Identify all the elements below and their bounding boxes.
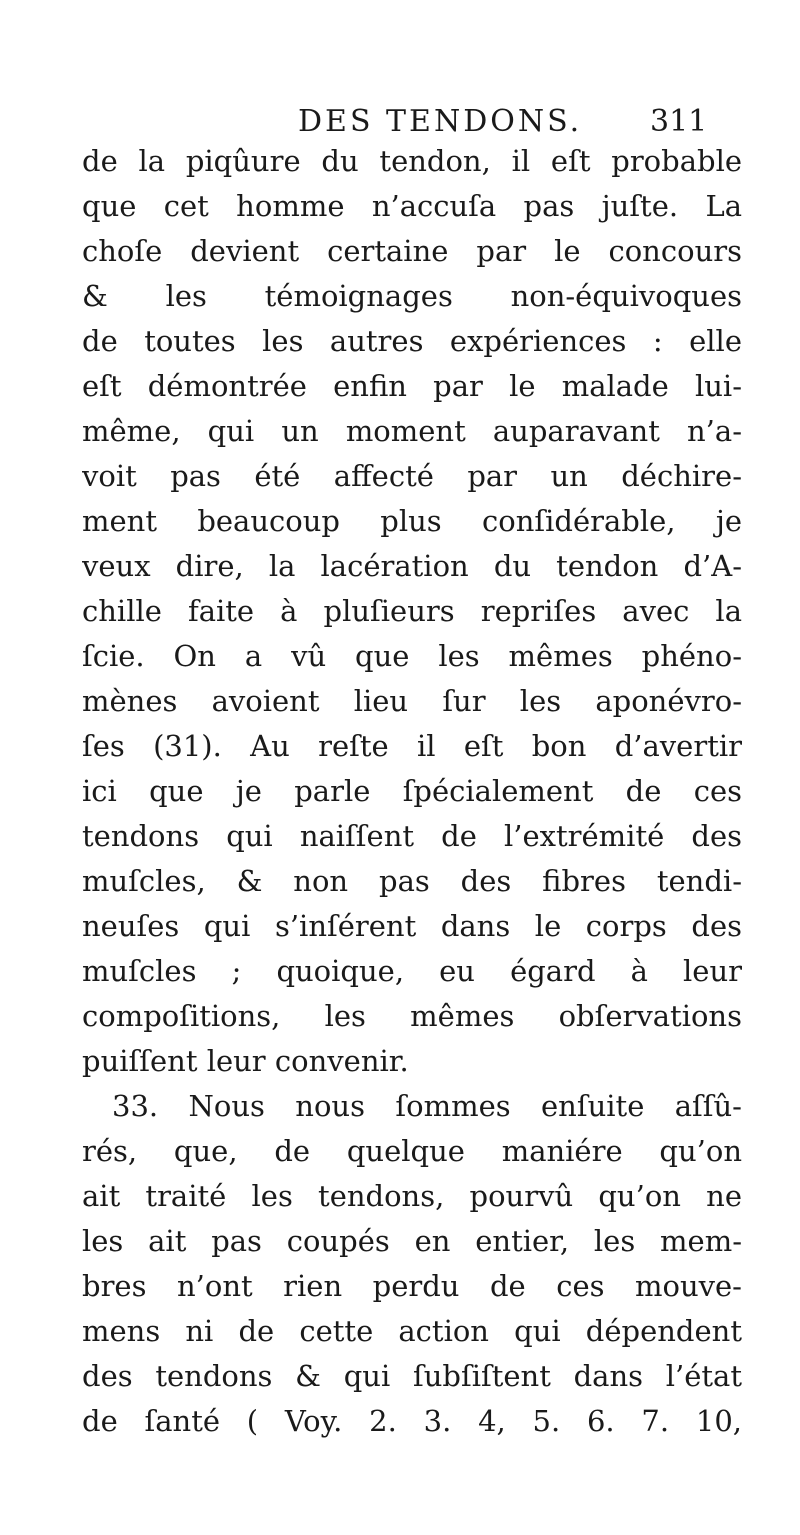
text-line: même, qui un moment auparavant n’a- xyxy=(82,414,742,448)
text-line: ſes (31). Au reſte il eſt bon d’avertir xyxy=(82,729,742,763)
text-line: neuſes qui s’inſérent dans le corps des xyxy=(82,909,742,943)
running-title: DES TENDONS. xyxy=(298,104,583,139)
text-line: muſcles ; quoique, eu égard à leur xyxy=(82,954,742,988)
text-line: les ait pas coupés en entier, les mem- xyxy=(82,1224,742,1258)
text-line: que cet homme n’accuſa pas juſte. La xyxy=(82,189,742,223)
page-number: 311 xyxy=(650,104,708,139)
text-line: ſcie. On a vû que les mêmes phéno- xyxy=(82,639,742,673)
text-line: bres n’ont rien perdu de ces mouve- xyxy=(82,1269,742,1303)
text-line: voit pas été affecté par un déchire- xyxy=(82,459,742,493)
text-line: ici que je parle ſpécialement de ces xyxy=(82,774,742,808)
text-line: des tendons & qui ſubſiſtent dans l’état xyxy=(82,1359,742,1393)
text-line: veux dire, la lacération du tendon d’A- xyxy=(82,549,742,583)
text-line: chille faite à pluſieurs repriſes avec la xyxy=(82,594,742,628)
text-line: 33. Nous nous ſommes enſuite aſſû- xyxy=(112,1089,742,1123)
text-line: de la piqûure du tendon, il eſt probable xyxy=(82,144,742,178)
text-line: rés, que, de quelque maniére qu’on xyxy=(82,1134,742,1168)
running-head xyxy=(0,98,800,146)
text-line: de toutes les autres expériences : elle xyxy=(82,324,742,358)
text-line: eſt démontrée enfin par le malade lui- xyxy=(82,369,742,403)
text-line: mens ni de cette action qui dépendent xyxy=(82,1314,742,1348)
text-line: de ſanté ( Voy. 2. 3. 4, 5. 6. 7. 10, xyxy=(82,1404,742,1438)
text-line: & les témoignages non-équivoques xyxy=(82,279,742,313)
text-line: muſcles, & non pas des fibres tendi- xyxy=(82,864,742,898)
text-line: mènes avoient lieu ſur les aponévro- xyxy=(82,684,742,718)
text-line: ait traité les tendons, pourvû qu’on ne xyxy=(82,1179,742,1213)
text-line: compoſitions, les mêmes obſervations xyxy=(82,999,742,1033)
text-line: puiſſent leur convenir. xyxy=(82,1044,409,1078)
text-line: choſe devient certaine par le concours xyxy=(82,234,742,268)
text-line: tendons qui naiſſent de l’extrémité des xyxy=(82,819,742,853)
text-line: ment beaucoup plus conſidérable, je xyxy=(82,504,742,538)
